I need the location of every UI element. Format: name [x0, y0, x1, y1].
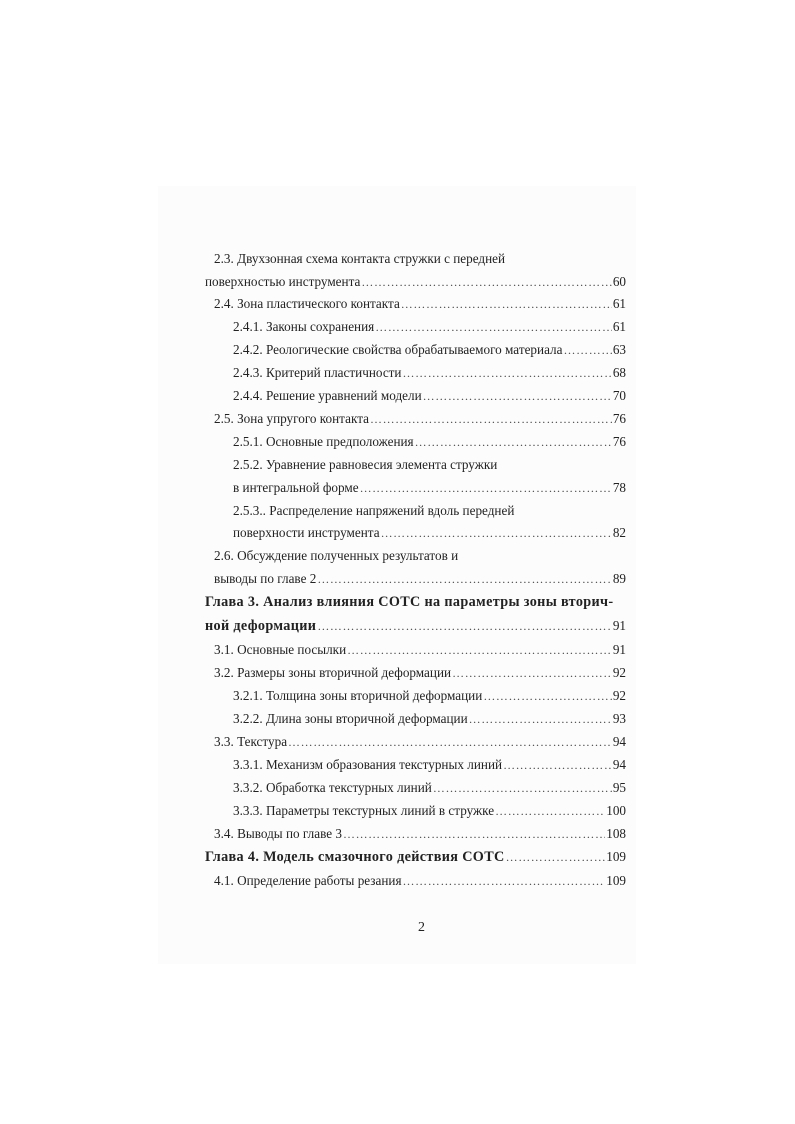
toc-entry-2-4-4[interactable]	[233, 387, 626, 405]
toc-page-number: 89	[612, 571, 626, 586]
leader-dots	[495, 802, 605, 820]
toc-entry-3-2[interactable]	[214, 664, 626, 682]
toc-entry-title: 3.4. Выводы по главе 3	[214, 826, 342, 841]
leader-dots	[361, 273, 611, 291]
toc-page-number: 91	[612, 618, 626, 633]
toc-entry-2-4[interactable]	[214, 295, 626, 313]
toc-entry-title: 3.2.1. Толщина зоны вторичной деформации	[233, 688, 483, 703]
toc-entry-3-2-1[interactable]	[233, 687, 626, 705]
leader-dots	[401, 295, 612, 313]
leader-dots	[381, 524, 612, 542]
toc-entry-2-5[interactable]	[214, 410, 626, 428]
toc-entry-title: 3.3. Текстура	[214, 734, 288, 749]
toc-entry-2-4-1[interactable]	[233, 318, 626, 336]
toc-page-number: 95	[612, 780, 626, 795]
toc-entry-3-4[interactable]	[214, 825, 626, 843]
toc-entry-title: 2.5. Зона упругого контакта	[214, 411, 369, 426]
toc-page-number: 61	[612, 319, 626, 334]
toc-entry-3-3-2[interactable]	[233, 779, 626, 797]
toc-entry-3-1[interactable]	[214, 641, 626, 659]
leader-dots	[423, 387, 612, 405]
leader-dots	[347, 641, 612, 659]
toc-page-number: 92	[612, 688, 626, 703]
leader-dots	[506, 848, 606, 866]
toc-page-number: 100	[606, 803, 626, 818]
leader-dots	[469, 710, 612, 728]
leader-dots	[370, 410, 612, 428]
toc-page-number: 63	[612, 342, 626, 357]
toc-entry-3-3[interactable]	[214, 733, 626, 751]
toc-entry-title: 2.4.3. Критерий пластичности	[233, 365, 402, 380]
toc-page-number: 94	[612, 757, 626, 772]
page-number: 2	[418, 920, 425, 935]
toc-entry-title: выводы по главе 2	[214, 571, 317, 586]
toc-entry-title: Глава 4. Модель смазочного действия СОТС	[205, 849, 505, 865]
toc-entry-title: 3.3.2. Обработка текстурных линий	[233, 780, 432, 795]
leader-dots	[483, 687, 612, 705]
toc-entry-3-2-2[interactable]	[233, 710, 626, 728]
leader-dots	[564, 341, 612, 359]
leader-dots	[452, 664, 612, 682]
toc-chapter-4[interactable]	[205, 848, 626, 866]
leader-dots	[360, 479, 612, 497]
toc-entry-3-3-1[interactable]	[233, 756, 626, 774]
toc-page-number: 93	[612, 711, 626, 726]
toc-entry-title: 2.5.1. Основные предположения	[233, 434, 414, 449]
leader-dots	[503, 756, 612, 774]
leader-dots	[288, 733, 612, 751]
toc-page-number: 82	[612, 525, 626, 540]
toc-entry-title: 2.4.1. Законы сохранения	[233, 319, 375, 334]
toc-page-number: 76	[612, 434, 626, 449]
toc-entry-2-6[interactable]	[214, 570, 626, 588]
toc-entry-title: 3.3.1. Механизм образования текстурных линий	[233, 757, 503, 772]
toc-page-number: 61	[612, 296, 626, 311]
toc-page-number: 109	[606, 849, 626, 864]
toc-page-number: 60	[612, 274, 626, 289]
leader-dots	[403, 872, 606, 890]
leader-dots	[343, 825, 605, 843]
toc-page-number: 76	[612, 411, 626, 426]
leader-dots	[403, 364, 612, 382]
toc-entry-title: в интегральной форме	[233, 480, 359, 495]
leader-dots	[415, 433, 612, 451]
toc-entry-title: ной деформации	[205, 618, 317, 634]
toc-chapter-3-line1: Глава 3. Анализ влияния СОТС на параметры зоны вторич-	[205, 594, 614, 610]
toc-page-number: 108	[606, 826, 626, 841]
toc-entry-title: 3.2. Размеры зоны вторичной деформации	[214, 665, 452, 680]
toc-entry-2-5-3-line1: 2.5.3.. Распределение напряжений вдоль передней	[233, 503, 515, 518]
toc-chapter-3[interactable]	[205, 617, 626, 635]
toc-page-number: 109	[606, 873, 626, 888]
toc-entry-title: 3.1. Основные посылки	[214, 642, 347, 657]
toc-entry-2-5-3[interactable]	[233, 524, 626, 542]
toc-entry-4-1[interactable]	[214, 872, 626, 890]
toc-page-number: 92	[612, 665, 626, 680]
toc-entry-2-4-2[interactable]	[233, 341, 626, 359]
toc-page-number: 91	[612, 642, 626, 657]
toc-page-number: 94	[612, 734, 626, 749]
toc-entry-title: 2.4.4. Решение уравнений модели	[233, 388, 422, 403]
toc-page-number: 70	[612, 388, 626, 403]
toc-entry-2-5-2-line1: 2.5.2. Уравнение равновесия элемента стружки	[233, 457, 498, 472]
toc-entry-title: 3.2.2. Длина зоны вторичной деформации	[233, 711, 468, 726]
toc-entry-2-5-1[interactable]	[233, 433, 626, 451]
leader-dots	[317, 570, 611, 588]
toc-entry-title: поверхности инструмента	[233, 525, 380, 540]
toc-entry-2-3-line1: 2.3. Двухзонная схема контакта стружки с передней	[214, 251, 506, 266]
toc-entry-title: 2.4.2. Реологические свойства обрабатываемого материала	[233, 342, 563, 357]
toc-entry-2-3[interactable]	[205, 273, 626, 291]
toc-entry-title: 4.1. Определение работы резания	[214, 873, 402, 888]
toc-entry-2-4-3[interactable]	[233, 364, 626, 382]
toc-entry-title: 3.3.3. Параметры текстурных линий в стружке	[233, 803, 495, 818]
leader-dots	[433, 779, 612, 797]
toc-entry-2-6-line1: 2.6. Обсуждение полученных результатов и	[214, 548, 459, 563]
toc-page-number: 78	[612, 480, 626, 495]
toc-entry-title: поверхностью инструмента	[205, 274, 361, 289]
leader-dots	[375, 318, 612, 336]
toc-entry-2-5-2[interactable]	[233, 479, 626, 497]
toc-page-number: 68	[612, 365, 626, 380]
toc-entry-title: 2.4. Зона пластического контакта	[214, 296, 400, 311]
leader-dots	[317, 617, 612, 635]
toc-entry-3-3-3[interactable]	[233, 802, 626, 820]
